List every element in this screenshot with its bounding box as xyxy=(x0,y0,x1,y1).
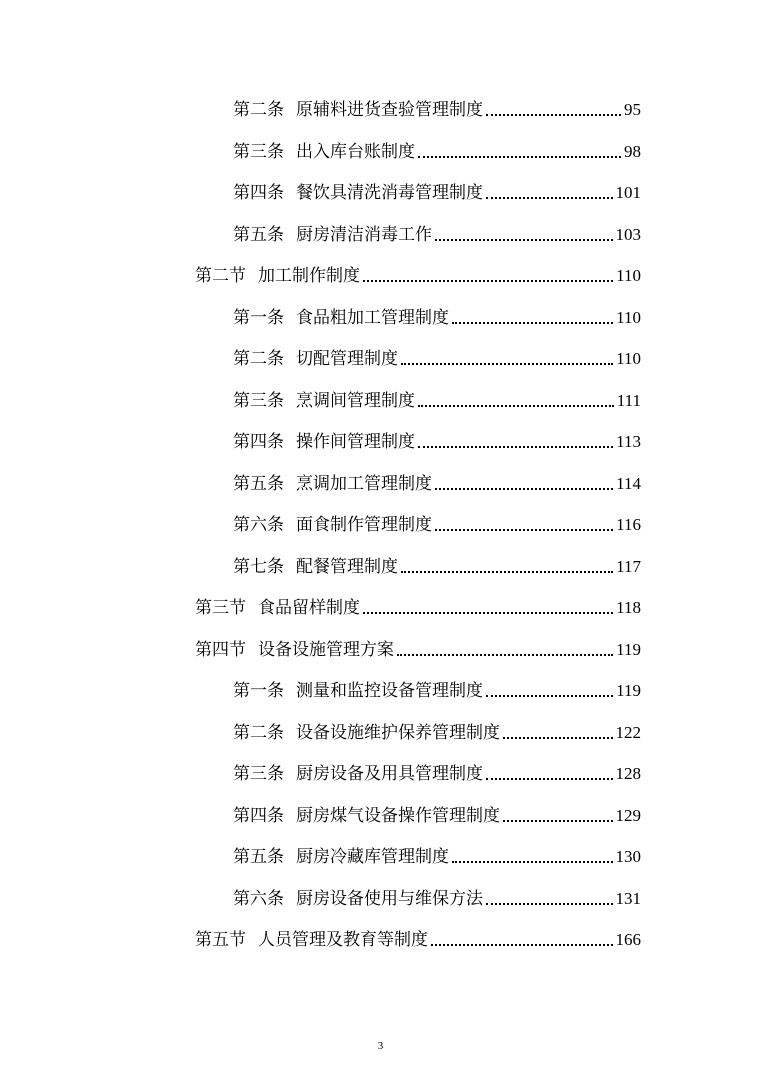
toc-entry-title: 加工制作制度 xyxy=(258,266,360,286)
toc-entry[interactable] xyxy=(233,379,641,411)
toc-entry-number: 第五条 xyxy=(233,224,284,245)
toc-entry-title: 厨房冷藏库管理制度 xyxy=(296,847,449,867)
toc-entry[interactable] xyxy=(233,752,641,784)
toc-entry-page: 103 xyxy=(615,224,641,244)
toc-entry-number: 第三条 xyxy=(233,764,284,784)
toc-entry-number: 第四节 xyxy=(195,639,246,660)
toc-dot-leader xyxy=(397,654,613,656)
toc-entry-page: 129 xyxy=(615,805,641,825)
toc-entry-page: 130 xyxy=(615,847,641,866)
toc-entry-page: 119 xyxy=(616,639,641,659)
toc-entry[interactable] xyxy=(233,130,641,162)
toc-entry-page: 128 xyxy=(615,764,641,783)
toc-entry[interactable] xyxy=(233,296,641,328)
toc-entry-page: 110 xyxy=(616,349,641,368)
toc-dot-leader xyxy=(435,488,613,490)
toc-entry-number: 第五节 xyxy=(195,930,246,950)
toc-entry[interactable] xyxy=(195,586,641,618)
toc-entry[interactable] xyxy=(233,213,641,245)
toc-entry-page: 131 xyxy=(615,888,641,908)
toc-entry-page: 122 xyxy=(615,722,641,742)
toc-entry-number: 第一条 xyxy=(233,307,284,328)
toc-entry[interactable] xyxy=(233,669,641,701)
page-number: 3 xyxy=(377,1040,384,1052)
toc-dot-leader xyxy=(452,322,613,324)
toc-dot-leader xyxy=(503,820,613,822)
toc-entry[interactable] xyxy=(233,835,641,867)
toc-entry-title: 厨房设备及用具管理制度 xyxy=(296,764,483,784)
toc-entry-title: 切配管理制度 xyxy=(296,349,398,369)
toc-entry-title: 面食制作管理制度 xyxy=(296,515,432,535)
toc-entry[interactable] xyxy=(195,254,641,286)
toc-entry-title: 餐饮具清洗消毒管理制度 xyxy=(296,183,483,203)
toc-dot-leader xyxy=(486,778,613,780)
toc-dot-leader xyxy=(486,197,613,199)
toc-dot-leader xyxy=(503,737,613,739)
toc-entry-title: 操作间管理制度 xyxy=(296,432,415,452)
toc-entry[interactable] xyxy=(233,794,641,826)
toc-entry-page: 119 xyxy=(616,681,641,700)
toc-entry[interactable] xyxy=(233,420,641,452)
toc-entry-number: 第五条 xyxy=(233,847,284,867)
toc-entry-title: 厨房煤气设备操作管理制度 xyxy=(296,805,500,826)
toc-entry[interactable] xyxy=(233,171,641,203)
toc-entry-number: 第六条 xyxy=(233,888,284,909)
toc-entry-title: 出入库台账制度 xyxy=(296,141,415,162)
toc-entry-page: 113 xyxy=(616,432,641,451)
toc-dot-leader xyxy=(486,695,613,697)
toc-entry-number: 第二条 xyxy=(233,349,284,369)
toc-entry-number: 第七条 xyxy=(233,556,284,577)
toc-dot-leader xyxy=(486,903,613,905)
toc-entry-number: 第三节 xyxy=(195,598,246,618)
toc-entry-page: 98 xyxy=(624,141,641,161)
toc-entry-title: 原辅料进货查验管理制度 xyxy=(296,100,483,120)
toc-entry-title: 厨房清洁消毒工作 xyxy=(296,224,432,245)
toc-entry-title: 设备设施维护保养管理制度 xyxy=(296,722,500,743)
toc-entry-number: 第六条 xyxy=(233,515,284,535)
toc-dot-leader xyxy=(418,156,621,158)
toc-entry[interactable] xyxy=(233,877,641,909)
toc-entry[interactable] xyxy=(233,711,641,743)
toc-dot-leader xyxy=(418,446,613,448)
toc-entry[interactable] xyxy=(233,545,641,577)
toc-dot-leader xyxy=(418,405,614,407)
toc-entry[interactable] xyxy=(233,462,641,494)
toc-entry-title: 食品留样制度 xyxy=(258,598,360,618)
toc-dot-leader xyxy=(452,861,613,863)
toc-dot-leader xyxy=(401,571,613,573)
toc-dot-leader xyxy=(401,363,613,365)
toc-entry-number: 第三条 xyxy=(233,390,284,411)
toc-entry-title: 烹调间管理制度 xyxy=(296,390,415,411)
toc-dot-leader xyxy=(431,944,613,946)
toc-entry[interactable] xyxy=(195,918,641,950)
toc-entry-page: 166 xyxy=(615,930,641,949)
toc-dot-leader xyxy=(435,529,613,531)
toc-entry-page: 118 xyxy=(616,598,641,617)
toc-entry-number: 第五条 xyxy=(233,473,284,494)
toc-dot-leader xyxy=(486,114,621,116)
toc-entry-page: 110 xyxy=(616,266,641,285)
toc-entry-page: 117 xyxy=(616,556,641,576)
toc-entry-page: 95 xyxy=(624,100,641,119)
toc-entry-title: 厨房设备使用与维保方法 xyxy=(296,888,483,909)
toc-entry-title: 设备设施管理方案 xyxy=(258,639,394,660)
toc-entry-number: 第四条 xyxy=(233,183,284,203)
toc-entry-page: 101 xyxy=(615,183,641,202)
toc-entry-number: 第四条 xyxy=(233,805,284,826)
toc-entry[interactable] xyxy=(233,88,641,120)
toc-entry-number: 第二节 xyxy=(195,266,246,286)
toc-entry[interactable] xyxy=(233,503,641,535)
toc-entry-page: 110 xyxy=(616,307,641,327)
toc-dot-leader xyxy=(363,612,613,614)
toc-entry-title: 人员管理及教育等制度 xyxy=(258,930,428,950)
toc-entry-number: 第二条 xyxy=(233,722,284,743)
toc-entry-number: 第三条 xyxy=(233,141,284,162)
toc-entry-page: 116 xyxy=(616,515,641,534)
toc-entry-number: 第一条 xyxy=(233,681,284,701)
toc-entry[interactable] xyxy=(195,628,641,660)
toc-entry-title: 食品粗加工管理制度 xyxy=(296,307,449,328)
toc-entry-title: 测量和监控设备管理制度 xyxy=(296,681,483,701)
toc-entry-title: 烹调加工管理制度 xyxy=(296,473,432,494)
toc-dot-leader xyxy=(363,280,613,282)
toc-entry[interactable] xyxy=(233,337,641,369)
toc-entry-number: 第四条 xyxy=(233,432,284,452)
toc-entry-page: 114 xyxy=(616,473,641,493)
toc-entry-page: 111 xyxy=(616,390,641,410)
toc-dot-leader xyxy=(435,239,613,241)
toc-entry-title: 配餐管理制度 xyxy=(296,556,398,577)
toc-entry-number: 第二条 xyxy=(233,100,284,120)
